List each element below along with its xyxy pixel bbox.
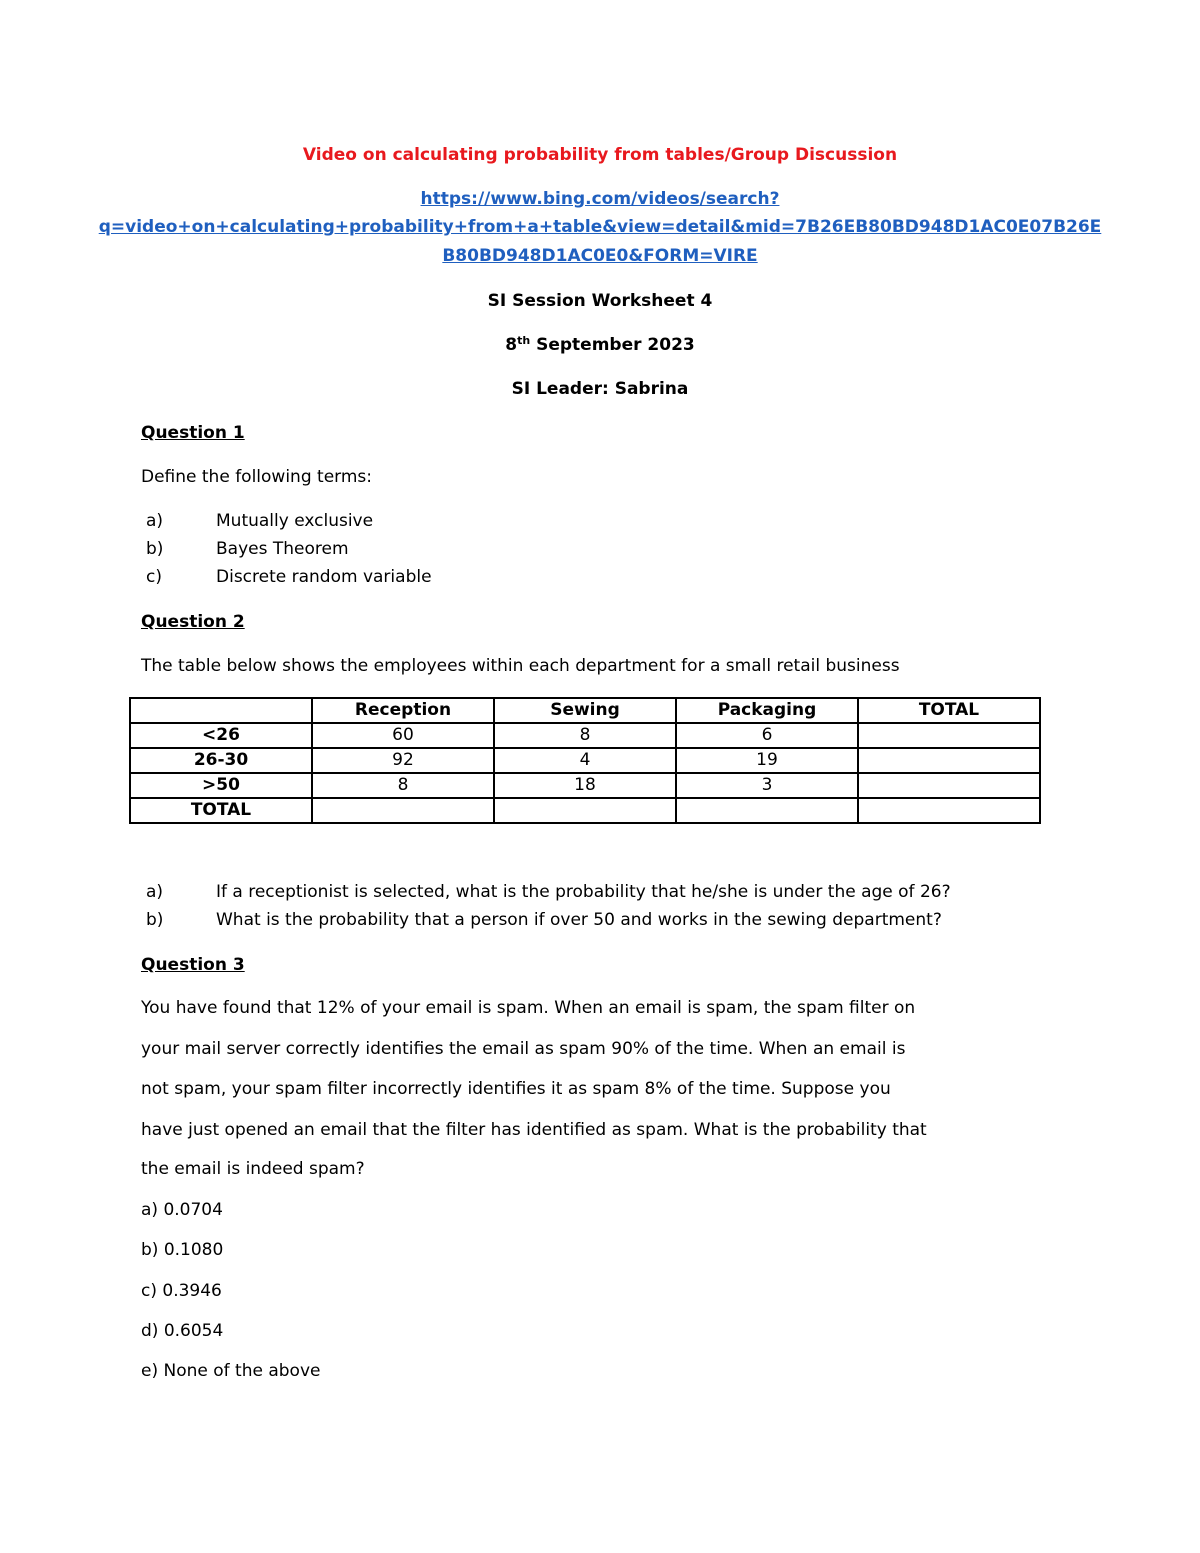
item-text: What is the probability that a person if over 50 and works in the sewing department? (216, 910, 942, 930)
table-header-cell: Packaging (676, 698, 858, 723)
list-item (146, 910, 942, 930)
answer-option: b) 0.1080 (141, 1240, 224, 1260)
list-item (146, 567, 432, 587)
table-cell: 18 (494, 773, 676, 798)
table-row (130, 748, 1040, 773)
worksheet-title: SI Session Worksheet 4 (487, 291, 713, 311)
employee-table (129, 697, 1041, 824)
table-cell (676, 798, 858, 823)
table-row-header: TOTAL (130, 798, 312, 823)
item-label: c) (146, 567, 162, 587)
question-3-text-line: have just opened an email that the filter has identified as spam. What is the probability that (141, 1120, 927, 1140)
date-suffix: th (517, 334, 531, 347)
question-3-text-line: the email is indeed spam? (141, 1159, 365, 1179)
question-3-heading: Question 3 (141, 955, 245, 975)
question-2-heading: Question 2 (141, 612, 245, 632)
table-cell (494, 798, 676, 823)
item-text: Discrete random variable (216, 567, 432, 587)
table-row-header: 26-30 (130, 748, 312, 773)
item-label: b) (146, 910, 164, 930)
table-cell (858, 773, 1040, 798)
item-text: Mutually exclusive (216, 511, 374, 531)
item-label: b) (146, 539, 164, 559)
question-2-prompt: The table below shows the employees within each department for a small retail business (141, 656, 900, 676)
table-row (130, 773, 1040, 798)
video-link-line-1[interactable]: https://www.bing.com/videos/search? (420, 189, 780, 209)
table-header-cell (130, 698, 312, 723)
session-date (0, 335, 1200, 355)
question-3-text-line: not spam, your spam filter incorrectly identifies it as spam 8% of the time. Suppose you (141, 1079, 891, 1099)
table-cell (858, 748, 1040, 773)
table-cell (858, 723, 1040, 748)
table-cell: 19 (676, 748, 858, 773)
item-text: If a receptionist is selected, what is the probability that he/she is under the age of 26? (216, 882, 951, 902)
table-row (130, 723, 1040, 748)
table-header-cell: Reception (312, 698, 494, 723)
si-leader: SI Leader: Sabrina (511, 379, 689, 399)
video-link-line-3[interactable]: B80BD948D1AC0E0&FORM=VIRE (442, 246, 758, 266)
list-item (146, 882, 951, 902)
item-label: a) (146, 511, 164, 531)
table-cell (858, 798, 1040, 823)
date-day: 8 (505, 335, 518, 355)
date-month-year: September 2023 (530, 335, 695, 355)
table-row-header: >50 (130, 773, 312, 798)
list-item (146, 539, 349, 559)
table-cell: 6 (676, 723, 858, 748)
video-title: Video on calculating probability from tables/Group Discussion (302, 145, 898, 165)
answer-option: d) 0.6054 (141, 1321, 224, 1341)
question-1-prompt: Define the following terms: (141, 467, 372, 487)
table-header-cell: Sewing (494, 698, 676, 723)
table-header-row (130, 698, 1040, 723)
question-1-heading: Question 1 (141, 423, 245, 443)
question-3-text-line: your mail server correctly identifies the email as spam 90% of the time. When an email is (141, 1039, 906, 1059)
table-row-header: <26 (130, 723, 312, 748)
answer-option: c) 0.3946 (141, 1281, 222, 1301)
table-cell: 60 (312, 723, 494, 748)
answer-option: e) None of the above (141, 1361, 321, 1381)
table-cell: 3 (676, 773, 858, 798)
table-header-cell: TOTAL (858, 698, 1040, 723)
answer-option: a) 0.0704 (141, 1200, 223, 1220)
table-cell: 8 (494, 723, 676, 748)
table-cell: 8 (312, 773, 494, 798)
item-label: a) (146, 882, 164, 902)
video-link-line-2[interactable]: q=video+on+calculating+probability+from+a+table&view=detail&mid=7B26EB80BD948D1AC0E07B26E (98, 217, 1102, 237)
table-row (130, 798, 1040, 823)
question-3-text-line: You have found that 12% of your email is spam. When an email is spam, the spam filter on (141, 998, 916, 1018)
table-cell (312, 798, 494, 823)
list-item (146, 511, 373, 531)
table-cell: 92 (312, 748, 494, 773)
item-text: Bayes Theorem (216, 539, 349, 559)
table-cell: 4 (494, 748, 676, 773)
